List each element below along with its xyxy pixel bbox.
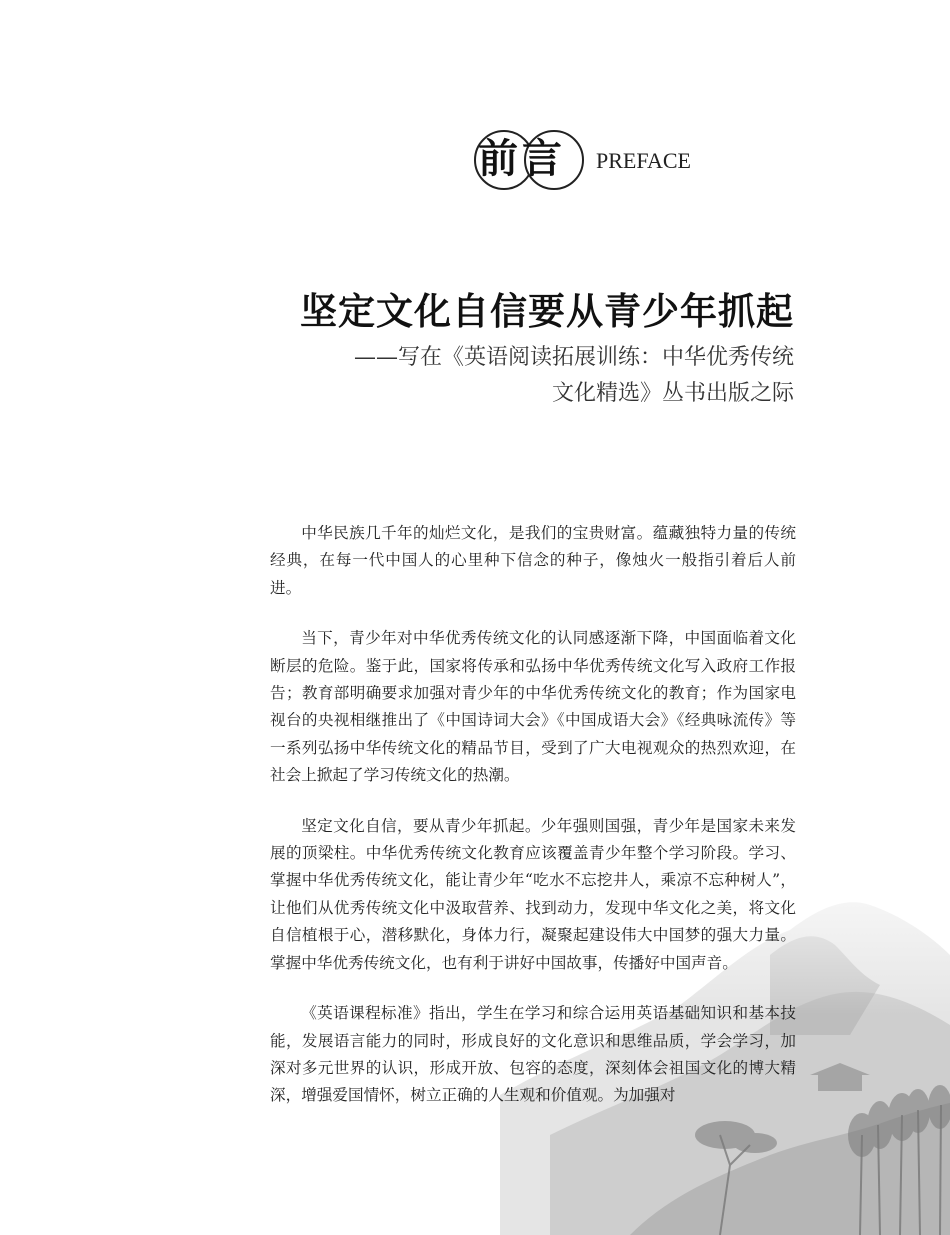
paragraph: 坚定文化自信，要从青少年抓起。少年强则国强，青少年是国家未来发展的顶梁柱。中华优秀传统文化教育应该覆盖青少年整个学习阶段。学习、掌握中华优秀传统文化，能让青少年“吃水不忘挖井人，乘凉不忘种树人”，让他们从优秀传统文化中汲取营养、找到动力，发现中华文化之美，将文化自信植根于心，潜移默化，身体力行，凝聚起建设伟大中国梦的强大力量。掌握中华优秀传统文化，也有利于讲好中国故事，传播好中国声音。 bbox=[270, 816, 796, 972]
subtitle-line-1: ——写在《英语阅读拓展训练：中华优秀传统 bbox=[353, 345, 794, 370]
paragraph: 《英语课程标准》指出，学生在学习和综合运用英语基础知识和基本技能，发展语言能力的同时，形成良好的文化意识和思维品质，学会学习，加深对多元世界的认识，形成开放、包容的态度，深刻体会祖国文化的博大精深，增强爱国情怀，树立正确的人生观和价值观。为加强对 bbox=[270, 1004, 796, 1105]
preface-seal-text: 前言 bbox=[478, 135, 566, 182]
subtitle-line-2: 文化精选》丛书出版之际 bbox=[551, 381, 794, 406]
main-title: 坚定文化自信要从青少年抓起 bbox=[300, 290, 794, 333]
preface-english-label: PREFACE bbox=[596, 148, 691, 173]
title-block bbox=[262, 286, 794, 412]
preface-body bbox=[270, 520, 796, 1110]
paragraph: 当下，青少年对中华优秀传统文化的认同感逐渐下降，中国面临着文化断层的危险。鉴于此，国家将传承和弘扬中华优秀传统文化写入政府工作报告；教育部明确要求加强对青少年的中华优秀传统文化的教育；作为国家电视台的央视相继推出了《中国诗词大会》《中国成语大会》《经典咏流传》等一系列弘扬中华传统文化的精品节目，受到了广大电视观众的热烈欢迎，在社会上掀起了学习传统文化的热潮。 bbox=[270, 629, 796, 785]
subtitle bbox=[262, 340, 794, 412]
paragraph: 中华民族几千年的灿烂文化，是我们的宝贵财富。蕴藏独特力量的传统经典，在每一代中国人的心里种下信念的种子，像烛火一般指引着后人前进。 bbox=[270, 524, 796, 597]
